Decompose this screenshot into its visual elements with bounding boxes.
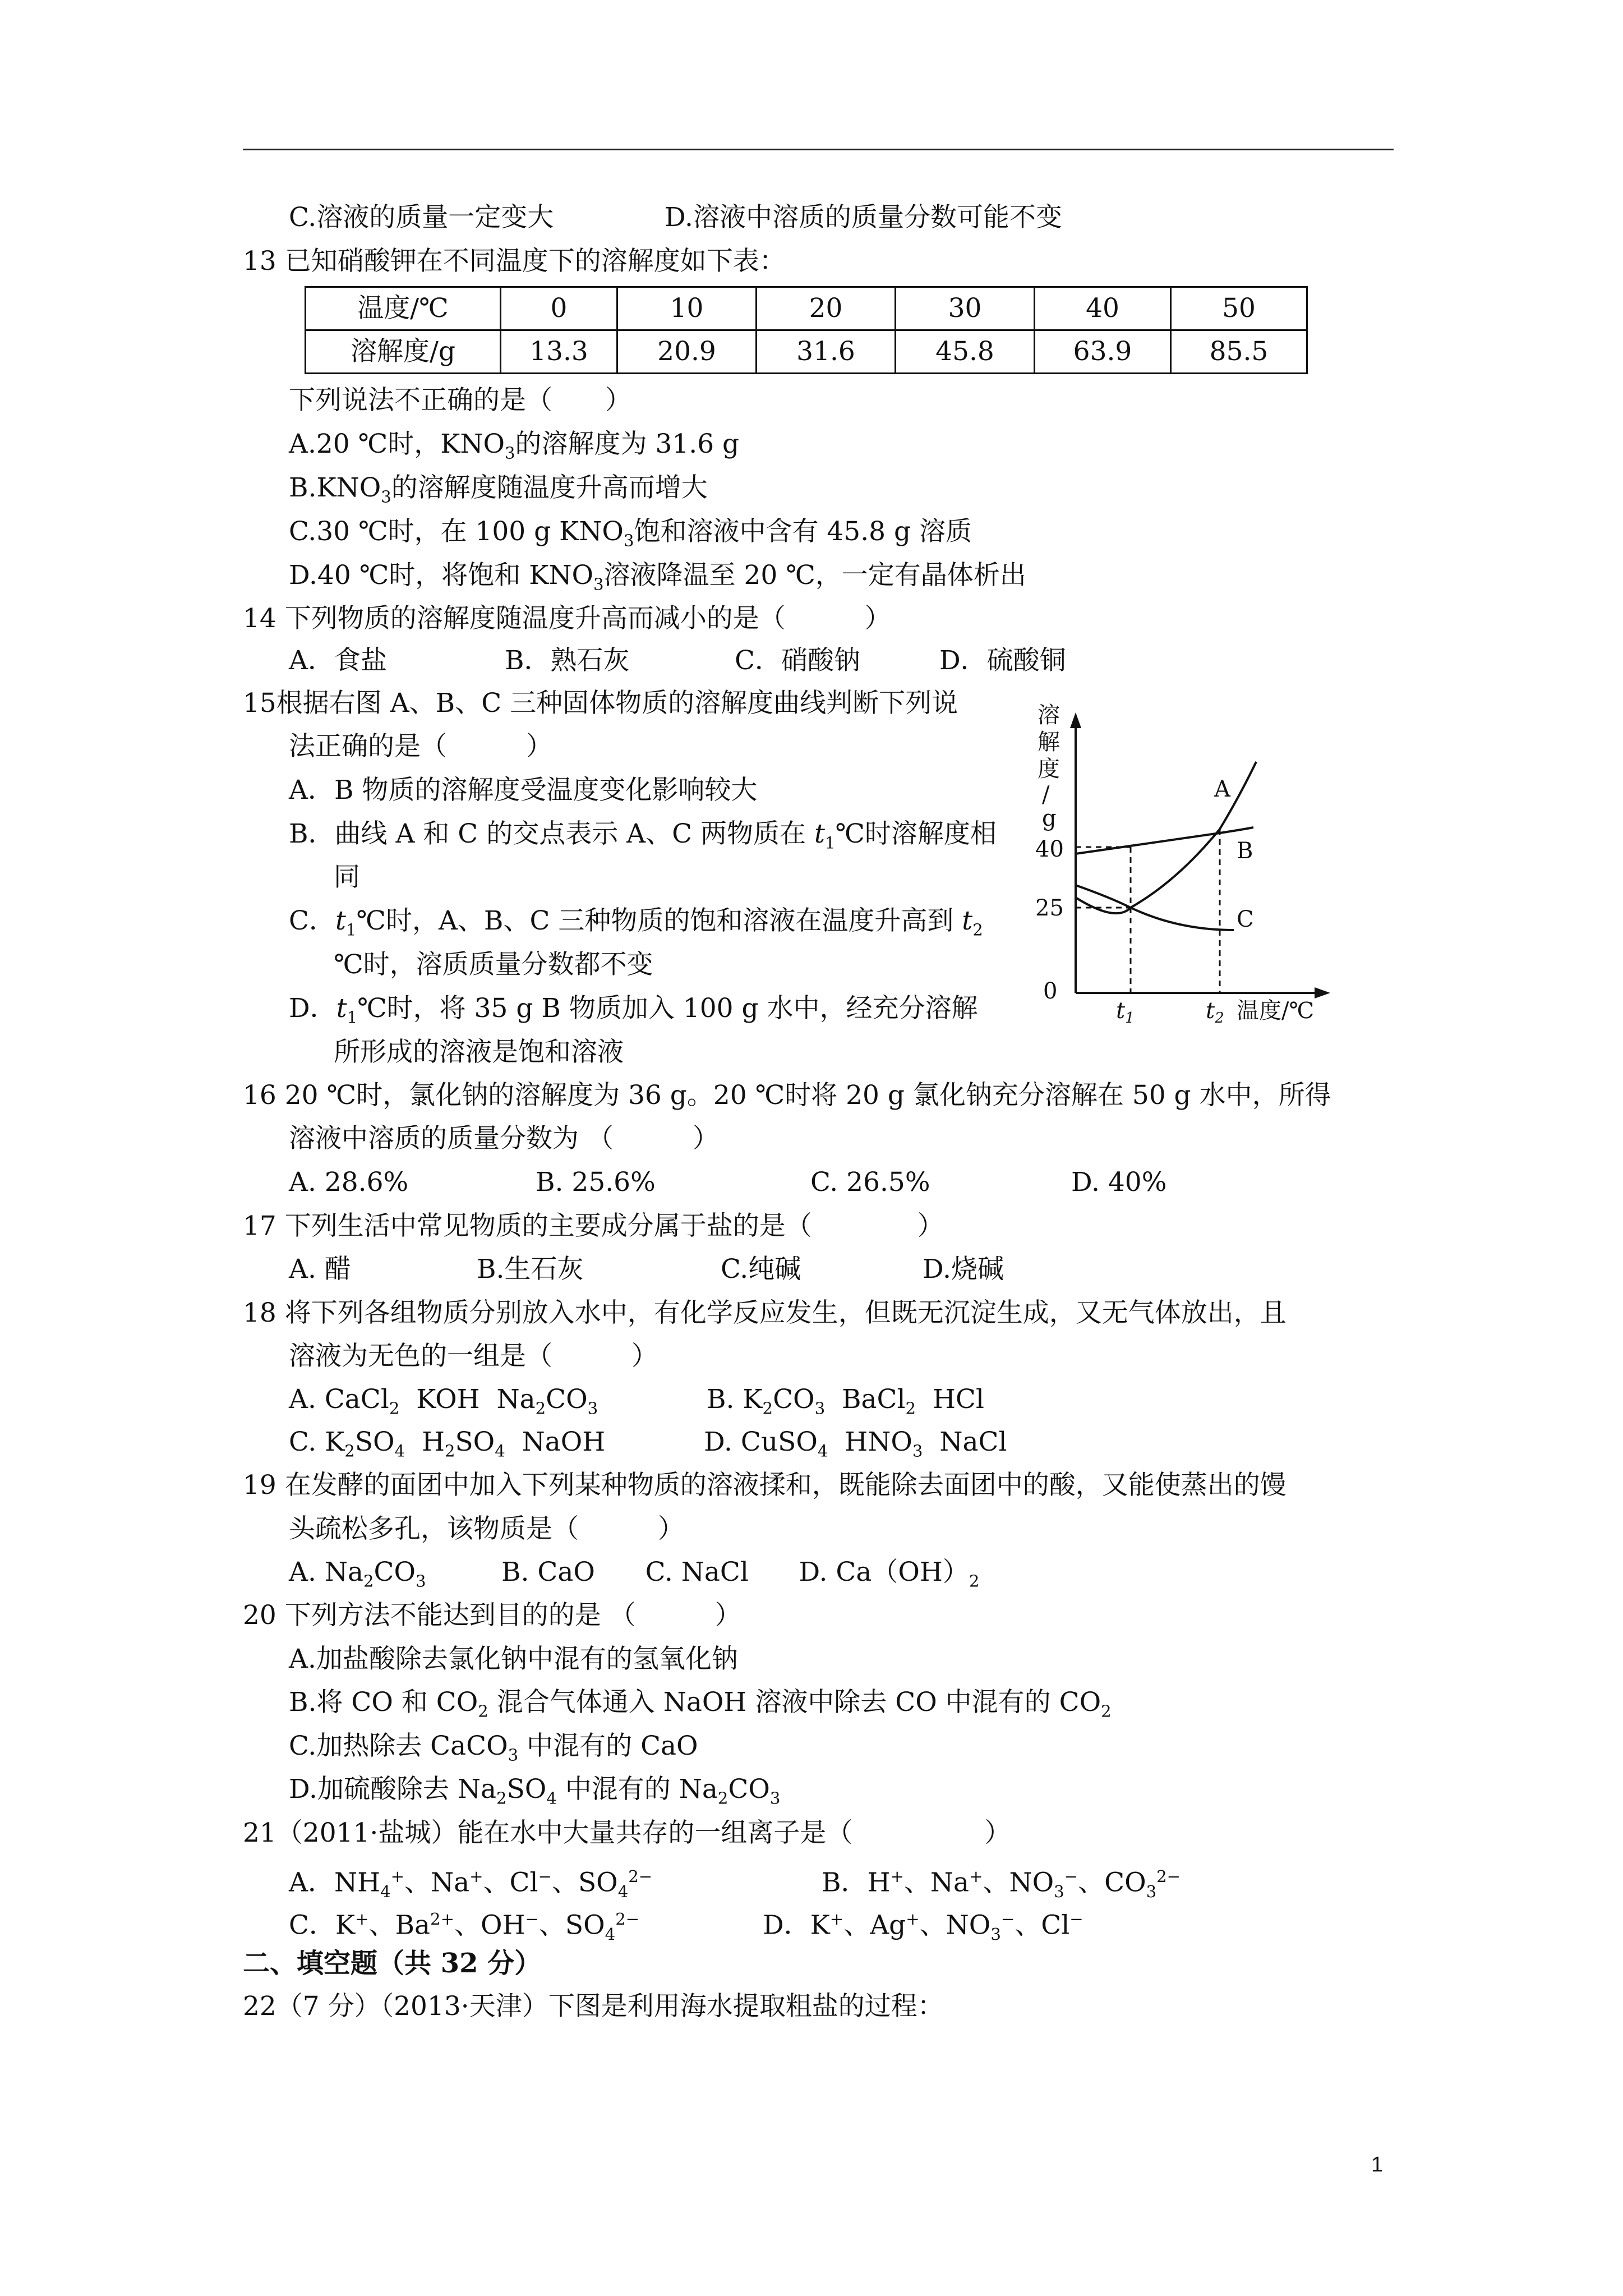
table-cell: 50 [1171,287,1307,330]
q21-stem: 21（2011·盐城）能在水中大量共存的一组离子是（ ） [243,1818,1011,1848]
page-number: 1 [1371,2153,1384,2177]
q20-option-b: B.将 CO 和 $CO_2$ 混合气体通入 NaOH 溶液中除去 CO 中混有的 $CO_2$ [289,1687,1112,1721]
curve-label-c: C [1237,907,1254,932]
q21-option-d: D．K+、Ag+、$NO_3^-$、Cl− [763,1910,1083,1944]
q20-option-a: A.加盐酸除去氯化钠中混有的氢氧化钠 [289,1644,738,1674]
q18-stem-cont: 溶液为无色的一组是（ ） [289,1341,658,1372]
q20-option-d: D.加硫酸除去 $Na_2SO_4$ 中混有的 $Na_2CO_3$ [289,1774,781,1808]
q20-stem: 20 下列方法不能达到目的的是 （ ） [243,1600,741,1631]
option: A. 醋 [289,1254,351,1285]
option: A．食盐 [289,645,387,676]
q19-stem: 19 在发酵的面团中加入下列某种物质的溶液揉和，既能除去面团中的酸，又能使蒸出的馒 [243,1470,1287,1501]
y-axis-label-char: g [1042,806,1057,831]
table-cell: 13.3 [501,330,617,374]
q19-options: A. $Na_2CO_3$ B. CaO C. NaCl D. $Ca(OH)_2$ [289,1557,980,1591]
curve-b [1076,827,1253,854]
curve-label-b: B [1237,838,1253,864]
option: D. 40% [1071,1167,1167,1198]
q21-option-b: B．H+、Na+、$NO_3^-$、$CO_3^{2-}$ [822,1867,1181,1902]
q15-option-c: C．$t_1℃$时，A、B、C 三种物质的饱和溶液在温度升高到 $t_2$ [289,905,983,940]
q21-option-a: A．$NH_4^+$、Na+、Cl−、$SO_4^{2-}$ [289,1867,653,1902]
q13-option-b: $B.KNO_3$的溶解度随温度升高而增大 [289,472,708,507]
option: D.烧碱 [923,1254,1004,1285]
q21-option-c: C．K+、$Ba^{2+}$、OH−、$SO_4^{2-}$ [289,1910,640,1944]
option: A. 28.6% [289,1167,409,1198]
q15-stem-cont: 法正确的是（ ） [289,731,552,762]
table-cell: 85.5 [1171,330,1307,374]
y-axis-label-char: / [1042,782,1050,808]
x-axis-arrow-icon [1315,987,1330,999]
origin-label: 0 [1043,978,1058,1004]
q12-option-d: D.溶液中溶质的质量分数可能不变 [665,202,1062,233]
q20-option-c: C.加热除去 CaCO$_3$ 中混有的 CaO [289,1731,698,1765]
y-axis-arrow-icon [1070,712,1081,728]
q16-stem-cont: 溶液中溶质的质量分数为 （ ） [289,1123,719,1154]
q18-option-b: B. $K_2CO_3$ BaCl$_2$ HCl [707,1384,984,1418]
q13-prompt: 下列说法不正确的是（ ） [289,385,631,416]
option: C.纯碱 [721,1254,801,1285]
q15-option-a: A．B 物质的溶解度受温度变化影响较大 [289,775,758,806]
solubility-table [305,286,1308,374]
curve-label-a: A [1214,776,1230,802]
q17-options [289,1254,1354,1285]
q17-stem: 17 下列生活中常见物质的主要成分属于盐的是（ ） [243,1211,944,1241]
q15-option-b: B．曲线 A 和 C 的交点表示 A、C 两物质在 $t_1℃$时溶解度相 [289,818,997,853]
option: B. 25.6% [536,1167,656,1198]
q13-stem: 13 已知硝酸钾在不同温度下的溶解度如下表： [243,246,786,277]
option: B．熟石灰 [505,645,630,676]
option: C. 26.5% [810,1167,930,1198]
option: B.生石灰 [477,1254,584,1285]
q15-option-c-cont: ℃时，溶质质量分数都不变 [334,949,653,980]
section-title: 二、填空题（共 32 分） [243,1948,542,1979]
t1-label: $t_1$ [1116,998,1135,1027]
q13-option-d: D.40 ℃时，将饱和 $KNO_3$溶液降温至 20 ℃，一定有晶体析出 [289,560,1026,594]
table-header-temp: 温度/℃ [306,287,501,330]
x-axis-label: 温度/℃ [1237,998,1315,1024]
table-cell: 30 [896,287,1035,330]
q13-option-a: A.20 ℃时，$KNO_3$的溶解度为 31.6 g [289,429,740,463]
option: D．硫酸铜 [939,645,1066,676]
table-row [306,330,1307,374]
q16-options [289,1167,1354,1198]
t2-label: $t_2$ [1206,998,1224,1027]
table-row [306,287,1307,330]
q14-stem: 14 下列物质的溶解度随温度升高而减小的是（ ） [243,603,891,634]
q16-stem: 16 20 ℃时，氯化钠的溶解度为 36 g。20 ℃时将 20 g 氯化钠充分溶解在 50 g 水中，所得 [243,1080,1331,1111]
solubility-curve-figure [998,696,1357,1043]
header-rule [243,149,1394,150]
table-header-solubility: 溶解度/g [306,330,501,374]
table-cell: 10 [617,287,757,330]
table-cell: 31.6 [757,330,896,374]
q22-stem: 22（7 分）（2013·天津）下图是利用海水提取粗盐的过程： [243,1991,944,2022]
q12-option-c: C.溶液的质量一定变大 [289,202,554,233]
q19-stem-cont: 头疏松多孔，该物质是（ ） [289,1513,684,1544]
y-axis-label-char: 解 [1038,729,1060,755]
q15-stem: 15根据右图 A、B、C 三种固体物质的溶解度曲线判断下列说 [243,688,958,719]
q18-stem: 18 将下列各组物质分别放入水中，有化学反应发生，但既无沉淀生成，又无气体放出，且 [243,1297,1287,1328]
q18-option-d: D. CuSO$_4$ $HNO_3$ NaCl [704,1427,1007,1461]
q15-option-d-cont: 所形成的溶液是饱和溶液 [334,1037,624,1068]
q15-option-b-cont: 同 [334,862,360,892]
table-cell: 40 [1035,287,1171,330]
table-cell: 20.9 [617,330,757,374]
y-axis-label-char: 度 [1038,756,1060,782]
y-axis-label-char: 溶 [1038,702,1060,728]
table-cell: 20 [757,287,896,330]
q18-option-c: C. $K_2SO_4$ $H_2SO_4$ NaOH [289,1427,606,1461]
q18-option-a: A. CaCl$_2$ KOH $Na_2CO_3$ [289,1384,598,1418]
table-cell: 0 [501,287,617,330]
option: C．硝酸钠 [735,645,860,676]
q14-options [289,645,1354,677]
q13-option-c: C.30 ℃时，在 100 g $KNO_3$饱和溶液中含有 45.8 g 溶质 [289,516,972,550]
y-tick-40: 40 [1035,836,1064,862]
table-cell: 63.9 [1035,330,1171,374]
y-tick-25: 25 [1035,895,1064,921]
q15-option-d: D．$t_1℃$时，将 35 g B 物质加入 100 g 水中，经充分溶解 [289,993,978,1027]
table-cell: 45.8 [896,330,1035,374]
